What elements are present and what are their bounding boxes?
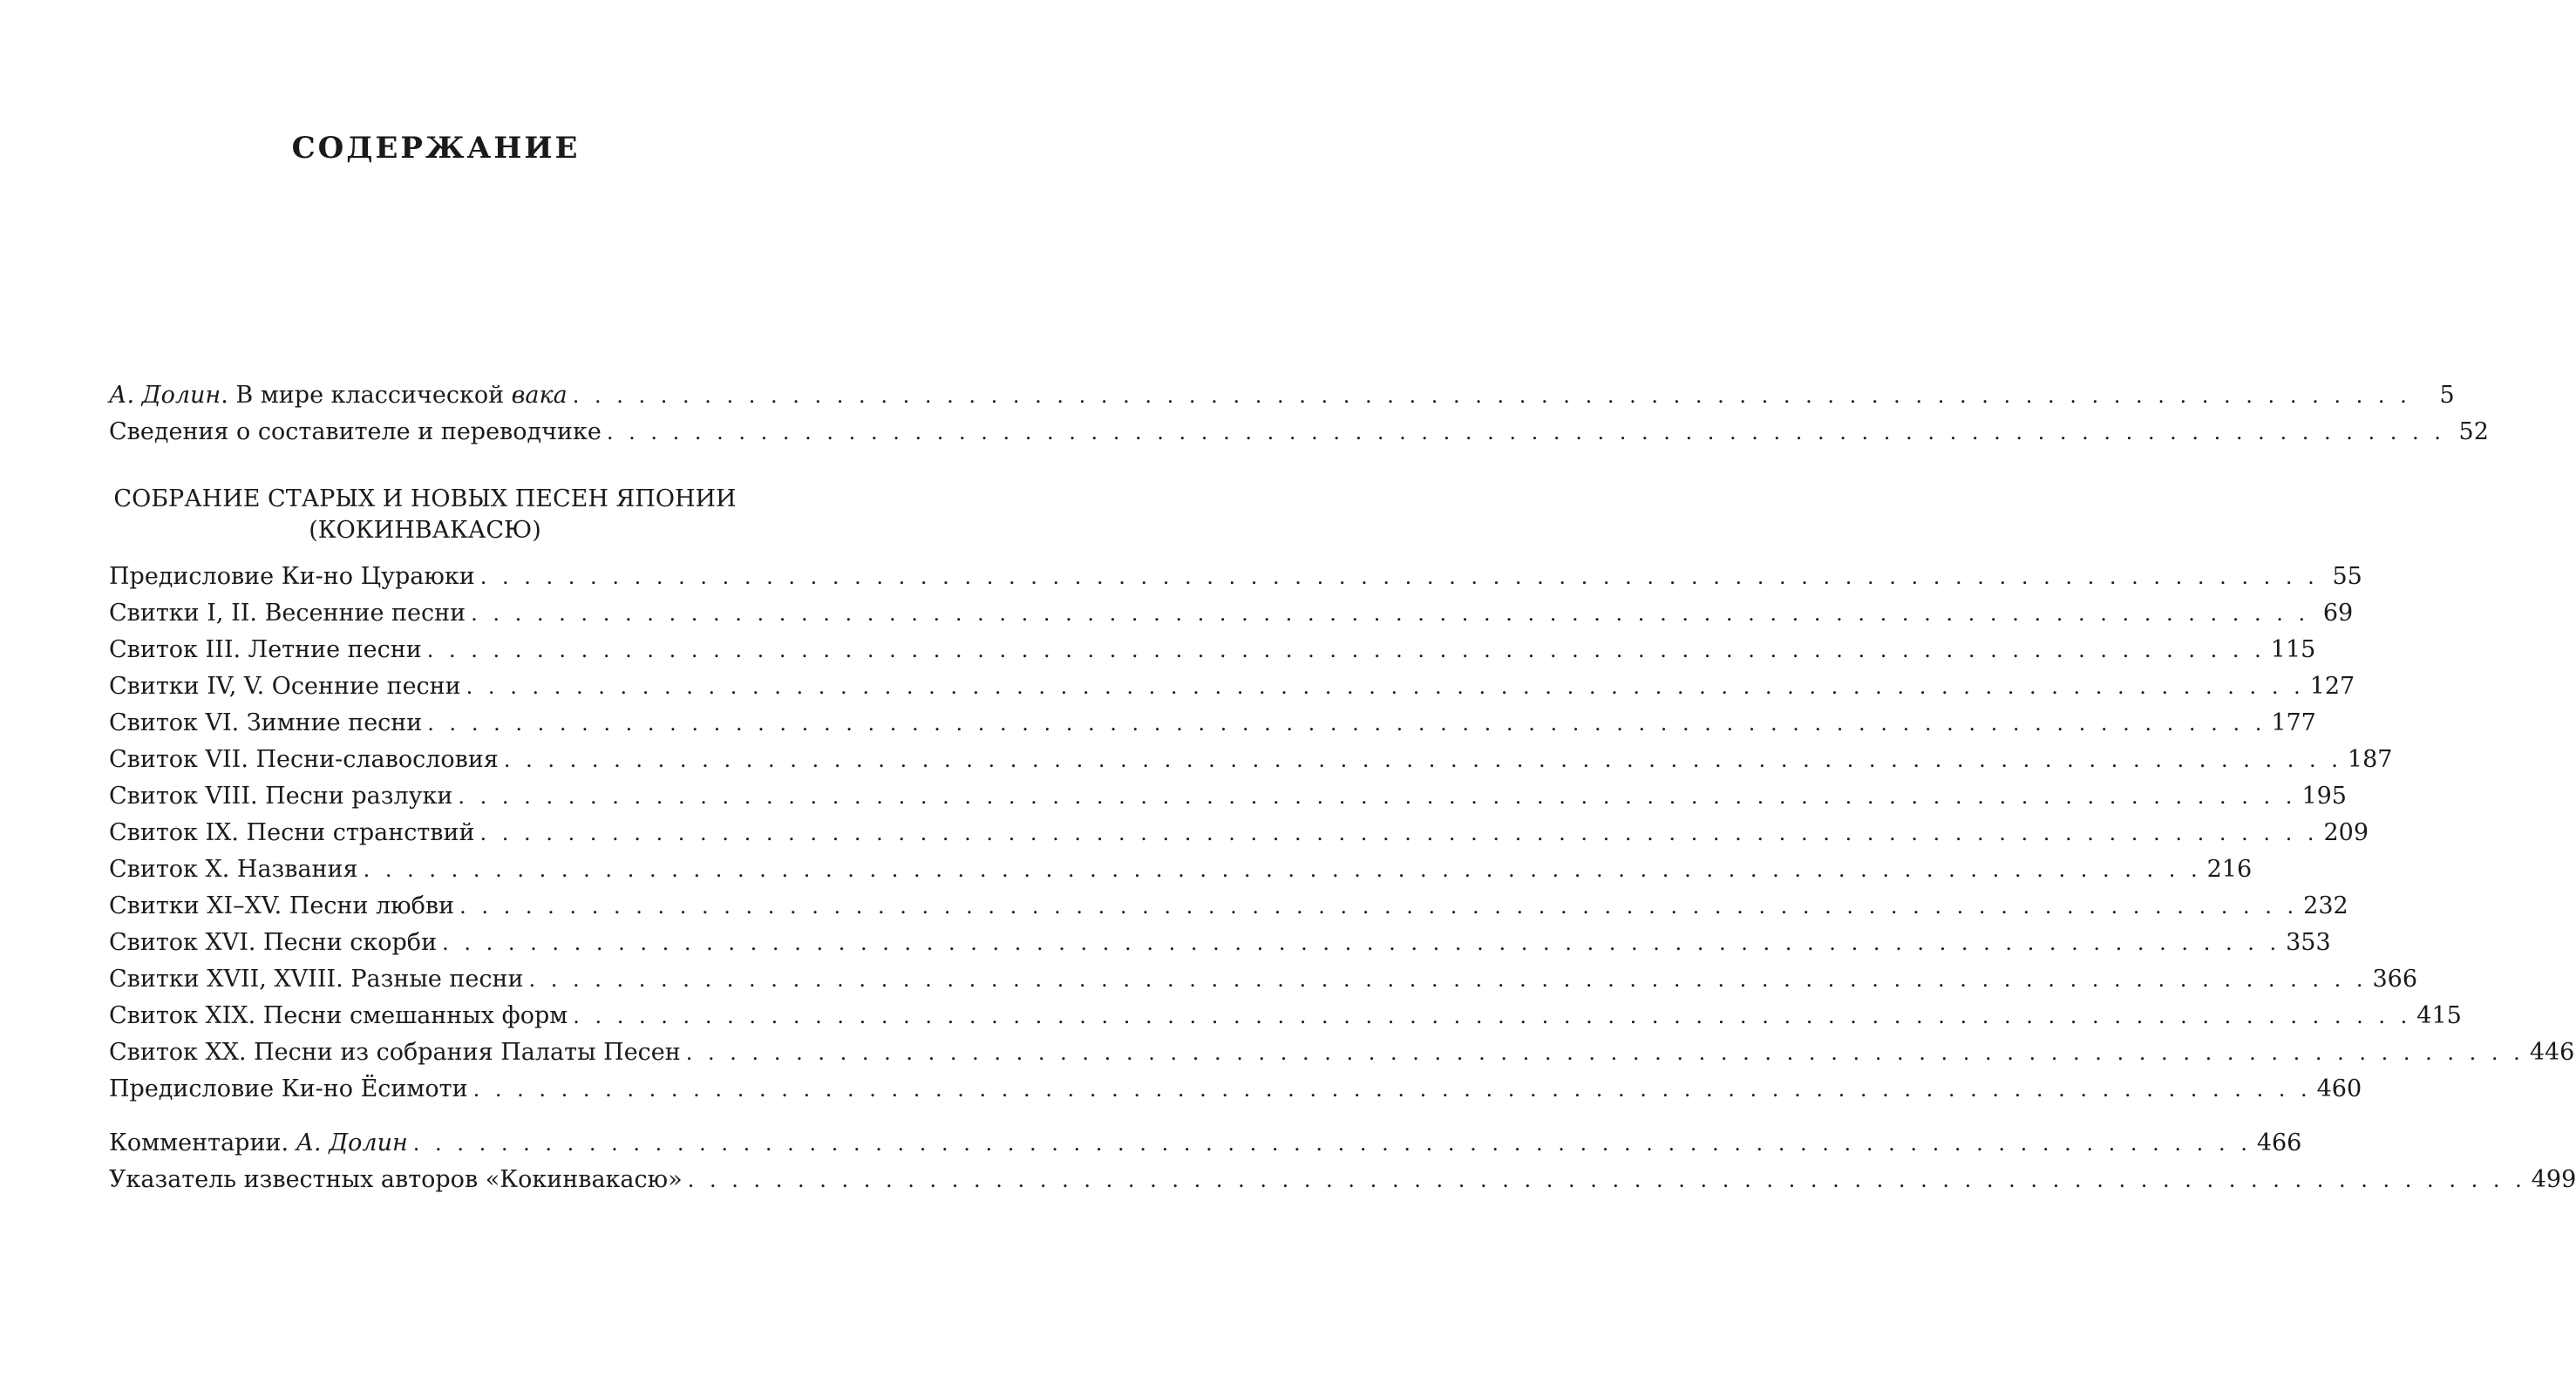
toc-entry-title: Свитки XI–XV. Песни любви [109,892,455,919]
section-heading-line1: СОБРАНИЕ СТАРЫХ И НОВЫХ ПЕСЕН ЯПОНИИ [113,485,737,512]
toc-entry-title: Комментарии. А. Долин [109,1129,408,1156]
toc-entry-page: 177 [2271,709,2316,736]
toc-entry-page: 460 [2316,1075,2362,1102]
dot-leader: . . . . . . . . . . . . . . . . . . . . . . . . . . . . . . . . . . . . . . . . . . . . . . . . . . . . . . . . . . . . . . . . . . . . . . . . . . . . . . . . . . . . [503,748,2342,772]
toc-entry-page: 232 [2303,892,2348,919]
toc-entry-title: Свиток XVI. Песни скорби [109,929,438,956]
dot-leader: . . . . . . . . . . . . . . . . . . . . . . . . . . . . . . . . . . . . . . . . . . . . . . . . . . . . . . . . . . . . . . . . . . . . . . . . . . . . . . . . . . . . [471,601,2310,626]
toc-entry-title: Свиток VIII. Песни разлуки [109,783,453,810]
toc-entry[interactable] [109,1034,2575,1071]
dot-leader: . . . . . . . . . . . . . . . . . . . . . . . . . . . . . . . . . . . . . . . . . . . . . . . . . . . . . . . . . . . . . . . . . . . . . . . . . . . . . . . . . . . . [687,1168,2526,1192]
toc-entry-title: Указатель известных авторов «Кокинвакасю» [109,1166,683,1193]
page-title: СОДЕРЖАНИЕ [291,131,581,166]
toc-entry-author: А. Долин [109,382,221,409]
toc-entry[interactable] [109,742,2393,778]
toc-entry-page: 499 [2531,1166,2576,1193]
toc-entry-title: Сведения о составителе и переводчике [109,418,602,445]
toc-entry[interactable] [109,998,2462,1034]
toc-entry[interactable] [109,851,2253,888]
toc-entry-title: Свитки I, II. Весенние песни [109,600,466,627]
toc-entry-page: 353 [2286,929,2331,956]
dot-leader: . . . . . . . . . . . . . . . . . . . . . . . . . . . . . . . . . . . . . . . . . . . . . . . . . . . . . . . . . . . . . . . . . . . . . . . . . . . . . . . . . . . . [479,821,2319,845]
dot-leader: . . . . . . . . . . . . . . . . . . . . . . . . . . . . . . . . . . . . . . . . . . . . . . . . . . . . . . . . . . . . . . . . . . . . . . . . . . . . . . . . . . . . [412,1131,2252,1156]
toc-entry-title: А. Долин. В мире классической вака [109,382,568,409]
dot-leader: . . . . . . . . . . . . . . . . . . . . . . . . . . . . . . . . . . . . . . . . . . . . . . . . . . . . . . . . . . . . . . . . . . . . . . . . . . . . . . . . . . . . [442,931,2281,955]
dot-leader: . . . . . . . . . . . . . . . . . . . . . . . . . . . . . . . . . . . . . . . . . . . . . . . . . . . . . . . . . . . . . . . . . . . . . . . . . . . . . . . . . . . . [466,675,2305,699]
toc-entry-page: 415 [2416,1002,2462,1029]
dot-leader: . . . . . . . . . . . . . . . . . . . . . . . . . . . . . . . . . . . . . . . . . . . . . . . . . . . . . . . . . . . . . . . . . . . . . . . . . . . . . . . . . . . . [458,784,2297,809]
toc-entry-page: 55 [2332,563,2362,590]
toc-entry-author: А. Долин [296,1129,408,1156]
toc-entry-page: 366 [2372,966,2418,993]
toc-entry-page: 127 [2309,673,2355,700]
dot-leader: . . . . . . . . . . . . . . . . . . . . . . . . . . . . . . . . . . . . . . . . . . . . . . . . . . . . . . . . . . . . . . . . . . . . . . . . . . . . . . . . . . . . [528,967,2368,992]
toc-entry[interactable] [109,705,2316,742]
toc-entry-authors-index[interactable] [109,1162,2576,1198]
toc-entry[interactable] [109,925,2331,961]
toc-entry-page: 187 [2347,746,2393,773]
table-of-contents [109,377,2576,1198]
toc-entry-title: Свиток XIX. Песни смешанных форм [109,1002,568,1029]
toc-entry-commentary[interactable] [109,1125,2302,1162]
section-heading [78,484,771,546]
toc-entry[interactable] [109,778,2347,815]
dot-leader: . . . . . . . . . . . . . . . . . . . . . . . . . . . . . . . . . . . . . . . . . . . . . . . . . . . . . . . . . . . . . . . . . . . . . . . . . . . . . . . . . . . . [479,565,2319,589]
dot-leader: . . . . . . . . . . . . . . . . . . . . . . . . . . . . . . . . . . . . . . . . . . . . . . . . . . . . . . . . . . . . . . . . . . . . . . . . . . . . . . . . . . . . [606,420,2445,444]
dot-leader: . . . . . . . . . . . . . . . . . . . . . . . . . . . . . . . . . . . . . . . . . . . . . . . . . . . . . . . . . . . . . . . . . . . . . . . . . . . . . . . . . . . . [363,858,2202,882]
toc-entry[interactable] [109,888,2348,925]
toc-entry-page: 69 [2322,600,2354,627]
toc-entry[interactable] [109,559,2362,595]
toc-entry[interactable] [109,668,2355,705]
toc-entry[interactable] [109,961,2418,998]
toc-entry-title: Свиток III. Летние песни [109,636,422,663]
toc-entry-title: Свиток VII. Песни-славословия [109,746,499,773]
toc-entry-title: Свитки XVII, XVIII. Разные песни [109,966,524,993]
toc-entry-intro-essay[interactable] [109,377,2455,414]
toc-entry-page: 115 [2270,636,2316,663]
dot-leader: . . . . . . . . . . . . . . . . . . . . . . . . . . . . . . . . . . . . . . . . . . . . . . . . . . . . . . . . . . . . . . . . . . . . . . . . . . . . . . . . . . . . [573,1004,2412,1028]
toc-entry-page: 446 [2529,1039,2575,1066]
toc-entry-title: Свиток VI. Зимние песни [109,709,423,736]
section-heading-line2: (КОКИНВАКАСЮ) [309,517,541,544]
toc-entry-title: Предисловие Ки-но Ёсимоти [109,1075,468,1102]
dot-leader: . . . . . . . . . . . . . . . . . . . . . . . . . . . . . . . . . . . . . . . . . . . . . . . . . . . . . . . . . . . . . . . . . . . . . . . . . . . . . . . . . . . . [459,894,2299,919]
toc-entry[interactable] [109,595,2354,632]
toc-entry[interactable] [109,632,2316,668]
dot-leader: . . . . . . . . . . . . . . . . . . . . . . . . . . . . . . . . . . . . . . . . . . . . . . . . . . . . . . . . . . . . . . . . . . . . . . . . . . . . . . . . . . . . [427,711,2267,736]
toc-entry-title: Свитки IV, V. Осенние песни [109,673,461,700]
toc-entry-title: Предисловие Ки-но Цураюки [109,563,475,590]
dot-leader: . . . . . . . . . . . . . . . . . . . . . . . . . . . . . . . . . . . . . . . . . . . . . . . . . . . . . . . . . . . . . . . . . . . . . . . . . . . . . . . . . . . . [572,383,2411,408]
dot-leader: . . . . . . . . . . . . . . . . . . . . . . . . . . . . . . . . . . . . . . . . . . . . . . . . . . . . . . . . . . . . . . . . . . . . . . . . . . . . . . . . . . . . [472,1077,2312,1102]
spacer [109,1108,758,1125]
dot-leader: . . . . . . . . . . . . . . . . . . . . . . . . . . . . . . . . . . . . . . . . . . . . . . . . . . . . . . . . . . . . . . . . . . . . . . . . . . . . . . . . . . . . [685,1041,2525,1065]
toc-entry-page: 5 [2439,382,2455,409]
toc-entry-page: 195 [2301,783,2347,810]
toc-entry[interactable] [109,815,2369,851]
toc-entry[interactable] [109,1071,2362,1108]
toc-entry-about-translator[interactable] [109,414,2489,451]
toc-entry-page: 216 [2206,856,2253,883]
dot-leader: . . . . . . . . . . . . . . . . . . . . . . . . . . . . . . . . . . . . . . . . . . . . . . . . . . . . . . . . . . . . . . . . . . . . . . . . . . . . . . . . . . . . [426,638,2266,662]
toc-entry-page: 466 [2256,1129,2302,1156]
toc-entry-title: Свиток IX. Песни странствий [109,819,475,846]
toc-entry-page: 209 [2323,819,2369,846]
toc-entry-title: Свиток XX. Песни из собрания Палаты Песен [109,1039,681,1066]
toc-entry-page: 52 [2458,418,2489,445]
toc-entry-title: Свиток X. Названия [109,856,358,883]
toc-entries-list [109,559,2575,1108]
